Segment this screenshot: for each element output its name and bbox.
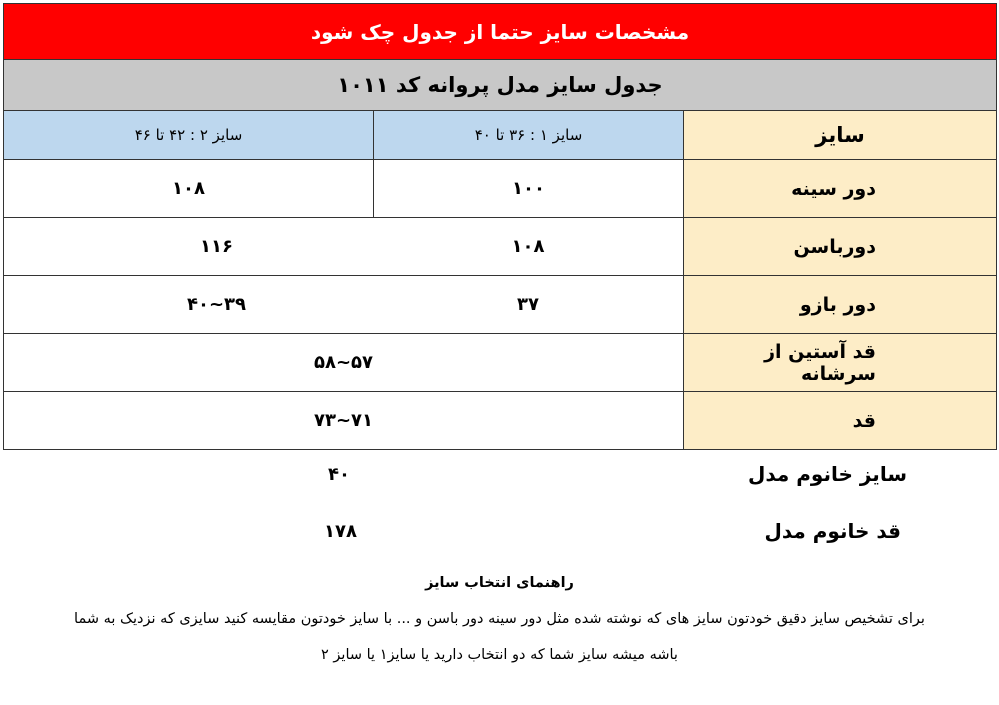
guide-line-1: برای تشخیص سایز دقیق خودتون سایز های که نوشته شده مثل دور سینه دور باسن و ... با سایز خودتون مقایسه کنید سایزی که نزدیک به شما xyxy=(74,611,925,627)
model-size-value: ۴۰ xyxy=(328,464,350,485)
header-size2: سایز ۲ : ۴۲ تا ۴۶ xyxy=(4,111,374,160)
row-label: دور سینه xyxy=(684,160,997,218)
row-values xyxy=(4,276,684,334)
row-size1-value: ۱۰۸ xyxy=(511,236,545,257)
table-subtitle: جدول سایز مدل پروانه کد ۱۰۱۱ xyxy=(4,60,997,111)
model-height-value: ۱۷۸ xyxy=(324,521,357,542)
row-chest xyxy=(4,160,997,218)
header-label: سایز xyxy=(684,111,997,160)
row-size2-value: ۱۱۶ xyxy=(200,236,233,257)
row-size1-value: ۳۷ xyxy=(517,294,539,315)
row-label: دور بازو xyxy=(684,276,997,334)
row-label: دورباسن xyxy=(684,218,997,276)
row-size2-value: ۱۰۸ xyxy=(4,160,374,218)
model-size-label: سایز خانوم مدل xyxy=(748,462,907,486)
row-size1-value: ۱۰۰ xyxy=(374,160,684,218)
header-size1: سایز ۱ : ۳۶ تا ۴۰ xyxy=(374,111,684,160)
size-table xyxy=(3,3,997,450)
guide-title: راهنمای انتخاب سایز xyxy=(425,575,574,591)
subtitle-row xyxy=(4,60,997,111)
row-hip xyxy=(4,218,997,276)
title-row xyxy=(4,4,997,60)
model-height-label: قد خانوم مدل xyxy=(764,519,901,543)
row-values xyxy=(4,218,684,276)
row-value: ۵۷~۵۸ xyxy=(4,334,684,392)
row-arm xyxy=(4,276,997,334)
row-sleeve xyxy=(4,334,997,392)
row-value: ۷۱~۷۳ xyxy=(4,392,684,450)
table-title: مشخصات سایز حتما از جدول چک شود xyxy=(4,4,997,60)
row-size2-value: ۳۹~۴۰ xyxy=(186,294,247,315)
row-label: قد xyxy=(684,392,997,450)
header-row xyxy=(4,111,997,160)
guide-line-2: باشه میشه سایز شما که دو انتخاب دارید یا سایز۱ یا سایز ۲ xyxy=(321,647,678,663)
row-length xyxy=(4,392,997,450)
row-label: قد آستین از سرشانه xyxy=(684,334,997,392)
